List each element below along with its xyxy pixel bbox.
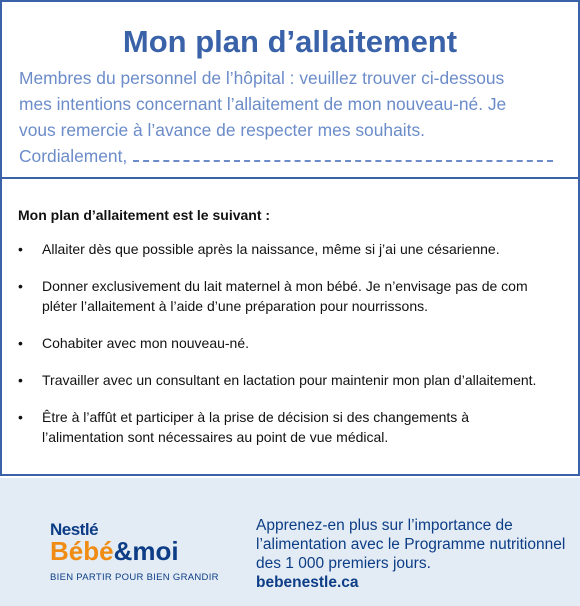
intro-line: mes intentions concernant l’allaitement de mon nouveau-né. Je [19,94,507,114]
footer-line: des 1 000 premiers jours. [256,555,431,572]
closing-text: Cordialement, [19,146,128,166]
logo-wordmark [50,536,179,567]
item-line: Travailler avec un consultant en lactation pour maintenir mon plan d’allaitement. [42,372,537,388]
bullet-icon: • [18,278,23,294]
footer-message [256,516,576,592]
nestle-bebe-moi-logo[interactable] [50,520,220,583]
item-line: Allaiter dès que possible après la naissance, même si j’ai une césarienne. [42,241,500,257]
plan-list [18,239,578,447]
list-item [18,407,558,447]
website-link[interactable]: bebenestle.ca [256,574,359,591]
logo-brand: Nestlé [50,520,99,539]
footer-banner [0,478,580,606]
logo-name-part2: moi [132,536,179,566]
plan-heading: Mon plan d’allaitement est le suivant : [18,207,271,223]
bullet-icon: • [18,335,23,351]
bullet-icon: • [18,241,23,257]
list-item [18,333,558,353]
footer-line: Apprenez-en plus sur l’importance de [256,517,513,534]
bullet-icon: • [18,409,23,425]
item-line: Cohabiter avec mon nouveau-né. [42,335,250,351]
item-line: Être à l’affût et participer à la prise de décision si des changements à [42,409,469,425]
closing-line [19,143,569,169]
intro-line: vous remercie à l’avance de respecter mes souhaits. [19,120,425,140]
intro-paragraph [19,65,569,169]
item-line: pléter l’allaitement à l’aide d’une préparation pour nourrissons. [42,298,429,314]
page-title: Mon plan d’allaitement [122,24,458,59]
logo-tagline: BIEN PARTIR POUR BIEN GRANDIR [50,572,219,583]
logo-ampersand: & [113,536,133,566]
bullet-icon: • [18,372,23,388]
logo-name-part1: Bébé [50,536,114,566]
item-line: l’alimentation sont nécessaires au point de vue médical. [42,429,389,445]
plan-header [2,2,578,179]
intro-line: Membres du personnel de l’hôpital : veuillez trouver ci-dessous [19,68,505,88]
footer-line: l’alimentation avec le Programme nutritionnel [256,536,566,553]
signature-line[interactable] [133,148,553,162]
list-item [18,239,558,259]
item-line: Donner exclusivement du lait maternel à mon bébé. Je n’envisage pas de com [42,278,528,294]
plan-body [2,179,578,447]
list-item [18,276,558,316]
list-item [18,370,558,390]
